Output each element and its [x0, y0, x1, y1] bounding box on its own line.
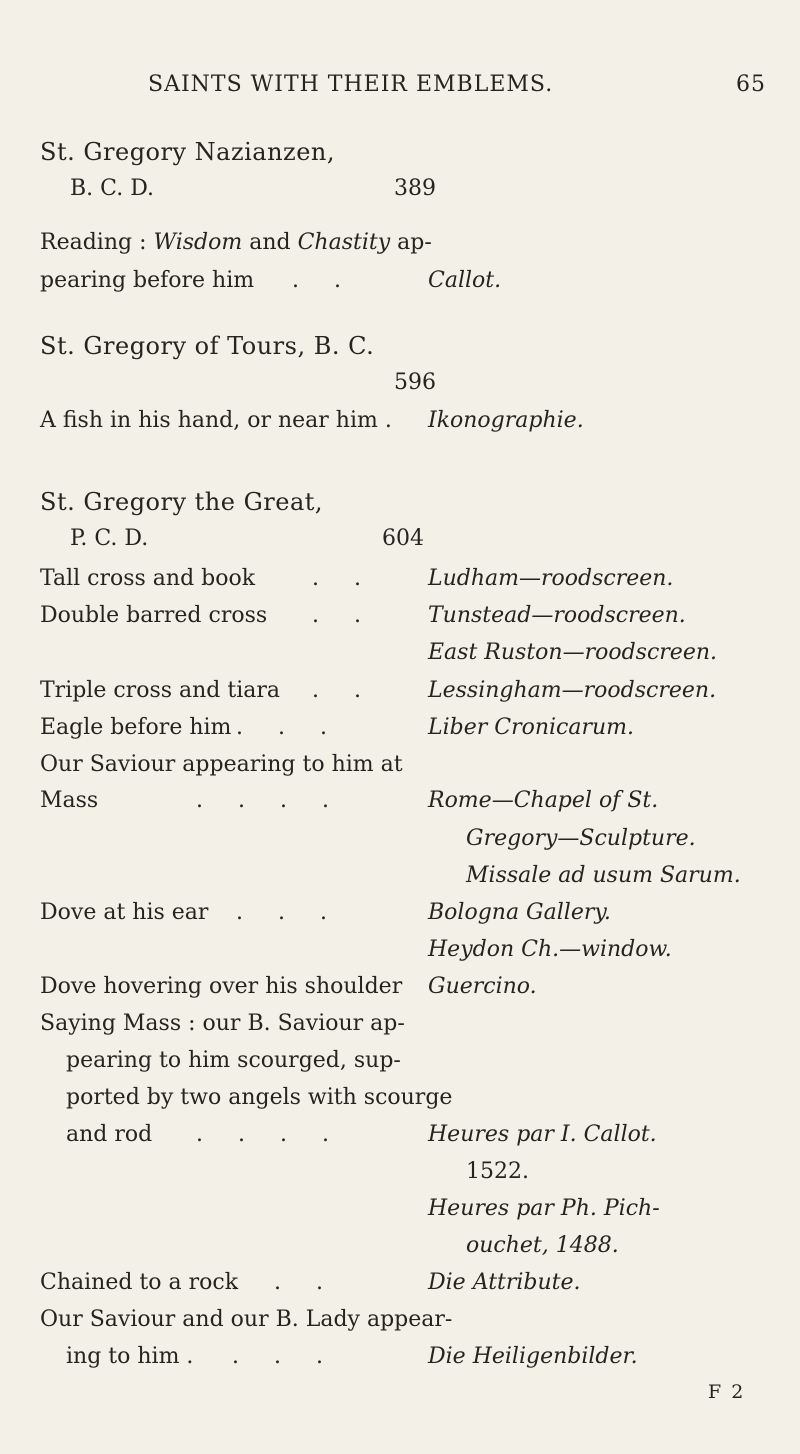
leader-dots: . . .: [232, 1344, 337, 1369]
emblem-text: Our Saviour and our B. Lady appear-: [40, 1307, 453, 1332]
emblem-text: Dove hovering over his shoulder: [40, 974, 403, 999]
source-text: Bologna Gallery.: [428, 900, 611, 925]
emblem-text: Triple cross and tiara: [40, 678, 281, 703]
leader-dots: . . .: [232, 1270, 337, 1295]
emblem-text: Reading : Wisdom and Chastity ap-: [40, 230, 432, 255]
source-text: Heures par I. Callot.: [428, 1122, 657, 1147]
saint-title: St. Gregory Nazianzen,: [40, 138, 335, 166]
source-text: Callot.: [428, 268, 502, 293]
saint-designation: P. C. D.: [70, 526, 149, 551]
leader-dots: . . .: [236, 715, 341, 740]
source-text: 1522.: [466, 1159, 529, 1184]
source-text: Heures par Ph. Pich-: [428, 1196, 660, 1221]
saint-year: 596: [394, 370, 436, 395]
leader-dots: . . .: [236, 900, 341, 925]
leader-dots: . .: [312, 603, 375, 628]
page-number: 65: [736, 72, 766, 97]
emblem-text: Mass: [40, 788, 99, 813]
leader-dots: . . . .: [196, 788, 343, 813]
source-text: Lessingham—roodscreen.: [428, 678, 717, 703]
emblem-text: and rod: [66, 1122, 153, 1147]
saint-title: St. Gregory the Great,: [40, 488, 324, 516]
source-text: Missale ad usum Sarum.: [466, 863, 741, 888]
emblem-text: Eagle before him: [40, 715, 232, 740]
source-text: Die Attribute.: [428, 1270, 581, 1295]
source-text: ouchet, 1488.: [466, 1233, 619, 1258]
leader-dots: . .: [312, 678, 375, 703]
emblem-text: Chained to a rock: [40, 1270, 239, 1295]
running-header: SAINTS WITH THEIR EMBLEMS.: [148, 72, 554, 97]
source-text: Ikonographie.: [428, 408, 584, 433]
emblem-text: Double barred cross: [40, 603, 268, 628]
source-text: Liber Cronicarum.: [428, 715, 635, 740]
leader-dots: . . . .: [196, 1122, 343, 1147]
source-text: Gregory—Sculpture.: [466, 826, 696, 851]
emblem-text: ing to him .: [66, 1344, 194, 1369]
emblem-text: Dove at his ear: [40, 900, 209, 925]
emblem-text: pearing before him: [40, 268, 255, 293]
signature-mark: F 2: [708, 1381, 746, 1403]
emblem-text: Saying Mass : our B. Saviour ap-: [40, 1011, 405, 1036]
emblem-text: Tall cross and book: [40, 566, 256, 591]
source-text: East Ruston—roodscreen.: [428, 640, 717, 665]
saint-title: St. Gregory of Tours, B. C.: [40, 332, 375, 360]
source-text: Guercino.: [428, 974, 537, 999]
leader-dots: . .: [292, 268, 355, 293]
source-text: Die Heiligenbilder.: [428, 1344, 638, 1369]
emblem-text: pearing to him scourged, sup-: [66, 1048, 401, 1073]
emblem-text: ported by two angels with scourge: [66, 1085, 453, 1110]
saint-year: 604: [382, 526, 424, 551]
source-text: Heydon Ch.—window.: [428, 937, 672, 962]
leader-dots: . .: [312, 566, 375, 591]
emblem-text: A fish in his hand, or near him .: [40, 408, 392, 433]
source-text: Ludham—roodscreen.: [428, 566, 674, 591]
saint-year: 389: [394, 176, 436, 201]
source-text: Rome—Chapel of St.: [428, 788, 659, 813]
emblem-text: Our Saviour appearing to him at: [40, 752, 403, 777]
source-text: Tunstead—roodscreen.: [428, 603, 686, 628]
saint-designation: B. C. D.: [70, 176, 155, 201]
